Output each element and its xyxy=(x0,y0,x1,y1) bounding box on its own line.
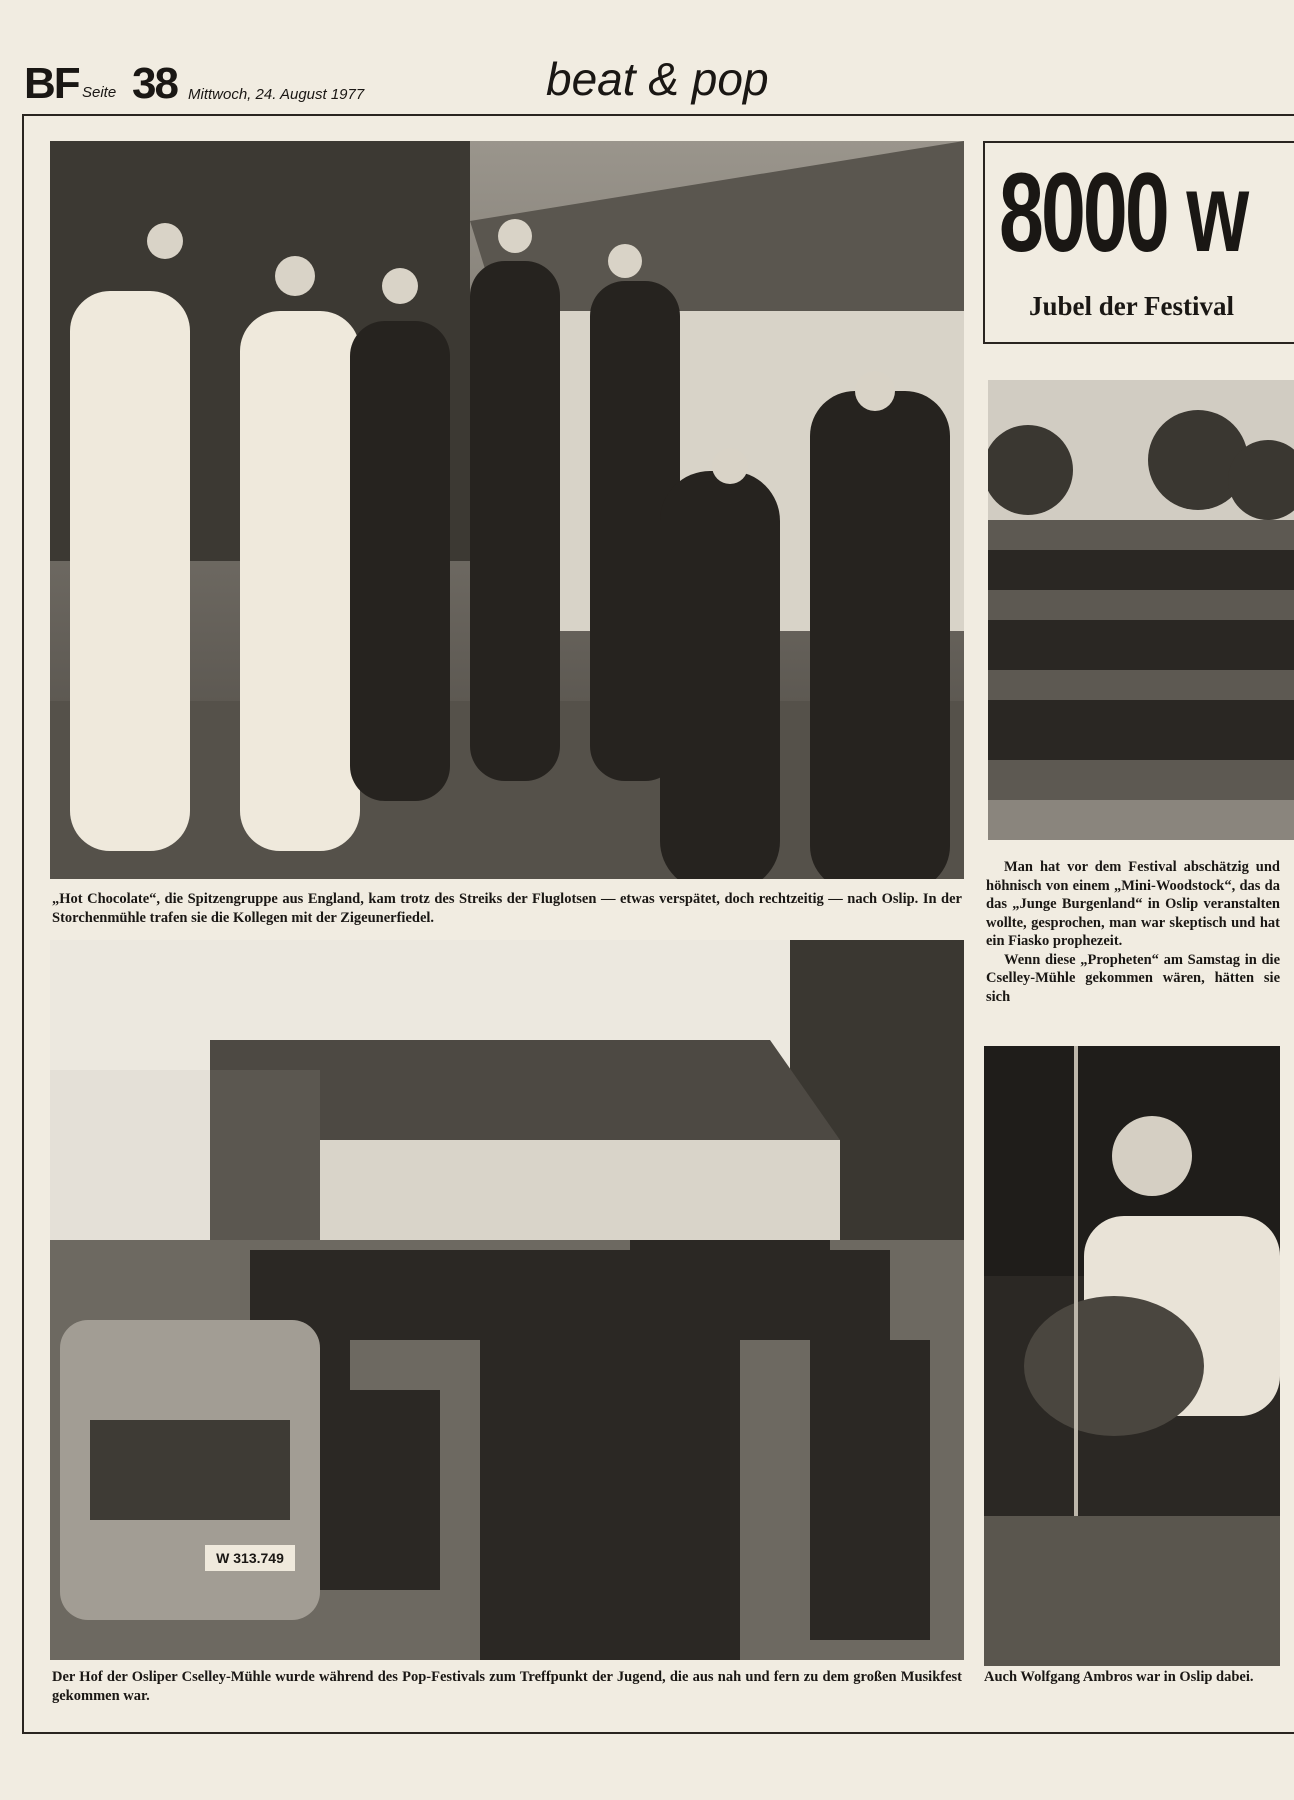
courtyard-crowd-photo xyxy=(50,940,964,1660)
singer-photo xyxy=(984,1046,1280,1666)
section-title: beat & pop xyxy=(546,53,769,105)
newspaper-logo: BF xyxy=(24,59,79,108)
issue-date: Mittwoch, 24. August 1977 xyxy=(188,86,365,103)
top-rule xyxy=(22,114,1294,116)
headline: 8000 w xyxy=(999,150,1247,275)
bottom-rule xyxy=(22,1732,1294,1734)
band-photo-caption: „Hot Chocolate“, die Spitzengruppe aus England, kam trotz des Streiks der Fluglotsen — etwas verspätet, doch rechtzeitig — nach Oslip. In der Storchenmühle trafen sie die Kollegen mit der Zigeunerfiedel. xyxy=(52,891,962,926)
headline-box xyxy=(983,141,1294,344)
festival-audience-photo xyxy=(988,380,1294,840)
page-label: Seite xyxy=(82,84,117,101)
left-rule xyxy=(22,114,24,1732)
band-group-photo xyxy=(50,141,964,879)
subheadline: Jubel der Festival xyxy=(1029,291,1234,321)
article-paragraph: Man hat vor dem Festival abschätzig und höhnisch von einem „Mini-Woodstock“, das da das „Junge Burgenland“ in Oslip veranstalten wollte, gesprochen, man war skeptisch und hat ein Fiasko prophezeit. xyxy=(986,859,1280,949)
singer-photo-caption: Auch Wolfgang Ambros war in Oslip dabei. xyxy=(984,1669,1254,1685)
courtyard-photo-caption: Der Hof der Osliper Cselley-Mühle wurde während des Pop-Festivals zum Treffpunkt der Jugend, die aus nah und fern zu dem großen Musikfest gekommen war. xyxy=(52,1669,962,1704)
license-plate: W 313.749 xyxy=(216,1550,284,1566)
page-number: 38 xyxy=(132,59,177,108)
article-body xyxy=(986,858,1280,1006)
article-paragraph: Wenn diese „Propheten“ am Samstag in die Cselley-Mühle gekommen wären, hätten sie sich xyxy=(986,951,1280,1005)
